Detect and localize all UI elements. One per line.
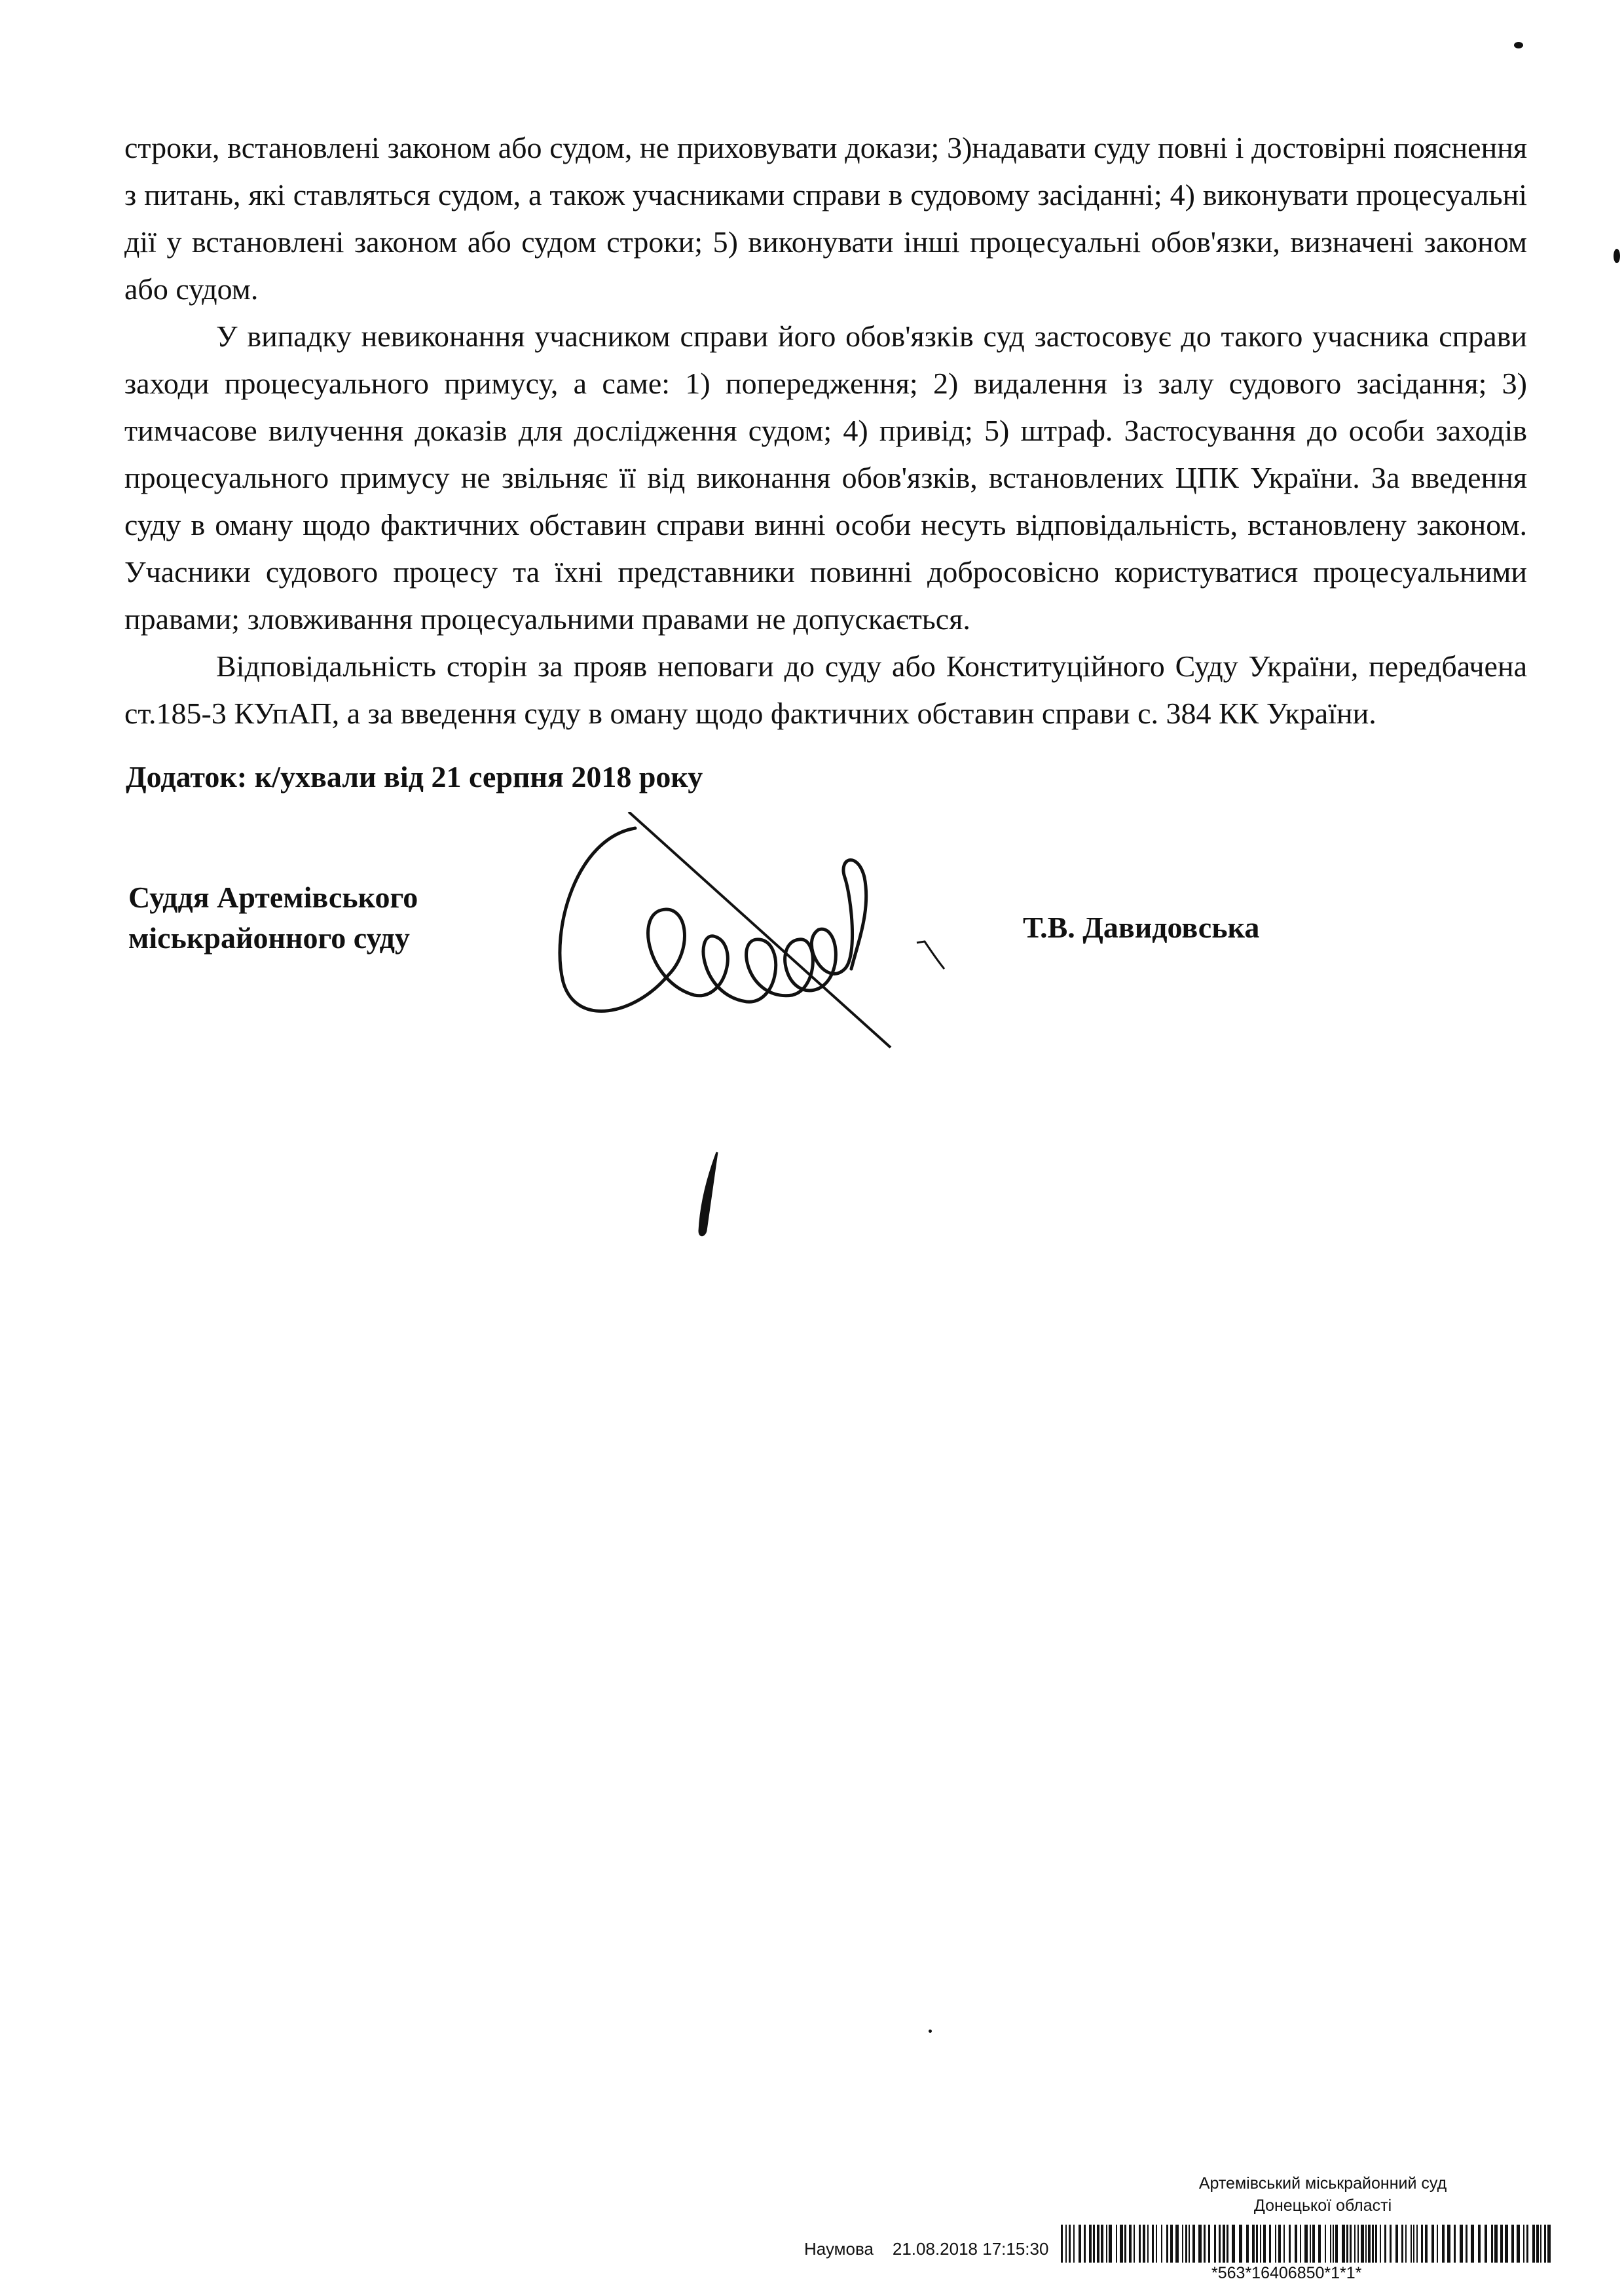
barcode-bar [1405, 2225, 1407, 2263]
barcode-bar [1425, 2225, 1428, 2263]
barcode-bar [1227, 2225, 1228, 2263]
barcode-bar [1500, 2225, 1503, 2263]
annex-line: Додаток: к/ухвали від 21 серпня 2018 року [126, 760, 703, 793]
barcode-bar [1106, 2225, 1107, 2263]
barcode-bar [1312, 2225, 1315, 2263]
barcode-bar [1185, 2225, 1187, 2263]
barcode-bar [1540, 2225, 1541, 2263]
paragraph-1: строки, встановлені законом або судом, не приховувати докази; 3)надавати суду повні і достовірні пояснення з питань, які ставляться судом, а також учасниками справи в судовому засіданні; 4) виконувати процесуальні дії у встановлені законом або судом строки; 5) виконувати інші процесуальні обов'язки, визначені законом або судом. [124, 131, 1527, 306]
footer-registration [804, 2239, 1048, 2259]
barcode-bar [1395, 2225, 1398, 2263]
barcode-bar [1260, 2225, 1261, 2263]
judge-title-line-1: Суддя Артемівського [128, 881, 418, 914]
barcode-bar [1384, 2225, 1386, 2263]
barcode-bar [1333, 2225, 1334, 2263]
barcode-bar [1079, 2225, 1081, 2263]
barcode-bar [1536, 2225, 1539, 2263]
barcode-bar [1532, 2225, 1535, 2263]
barcode-bar [1116, 2225, 1117, 2263]
barcode [1061, 2225, 1552, 2263]
barcode-bar [1089, 2225, 1092, 2263]
barcode-bar [1375, 2225, 1377, 2263]
barcode-bar [1232, 2225, 1235, 2263]
barcode-bar [1310, 2225, 1311, 2263]
barcode-bar [1239, 2225, 1242, 2263]
footer-datetime: 21.08.2018 17:15:30 [892, 2239, 1049, 2259]
barcode-bar [1156, 2225, 1157, 2263]
barcode-bar [1304, 2225, 1308, 2263]
judge-name: Т.В. Давидовська [1023, 911, 1260, 944]
barcode-bar [1485, 2225, 1487, 2263]
barcode-bar [1182, 2225, 1183, 2263]
footer-operator: Наумова [804, 2239, 874, 2259]
barcode-bar [1544, 2225, 1546, 2263]
barcode-bar [1139, 2225, 1141, 2263]
barcode-bar [1252, 2225, 1255, 2263]
barcode-bar [1129, 2225, 1132, 2263]
scan-speck [1614, 249, 1620, 263]
paragraph-2: У випадку невиконання учасником справи його обов'язків суд застосовує до такого учасника справи заходи процесуального примусу, а саме: 1) попередження; 2) видалення із залу судового засідання; 3) тимчасове вилучення доказів для дослідження судом; 4) привід; 5) штраф. Застосування до особи заходів процесуального примусу не звільняє її від виконання обов'язків, встановлених ЦПК України. За введення суду в оману щодо фактичних обставин справи винні особи несуть відповідальність, встановлену законом. Учасники судового процесу та їхні представники повинні добросовісно користуватися процесуальними правами; зловживання процесуальними правами не допускається. [124, 319, 1527, 636]
barcode-bar [1147, 2225, 1149, 2263]
barcode-bar [1325, 2225, 1326, 2263]
barcode-bar [1411, 2225, 1412, 2263]
barcode-bar [1161, 2225, 1162, 2263]
barcode-bar [1330, 2225, 1331, 2263]
barcode-bar [1219, 2225, 1221, 2263]
barcode-bar [1460, 2225, 1463, 2263]
barcode-bar [1170, 2225, 1173, 2263]
pen-mark [910, 930, 963, 982]
barcode-bar [1431, 2225, 1434, 2263]
barcode-bar [1437, 2225, 1438, 2263]
barcode-bar [1335, 2225, 1338, 2263]
barcode-bar [1278, 2225, 1281, 2263]
barcode-bar [1120, 2225, 1123, 2263]
barcode-bar [1097, 2225, 1099, 2263]
barcode-bar [1357, 2225, 1359, 2263]
judge-title-line-2: міськрайонного суду [128, 921, 410, 955]
barcode-bar [1175, 2225, 1179, 2263]
barcode-bar [1061, 2225, 1063, 2263]
barcode-bar [1189, 2225, 1190, 2263]
barcode-bar [1547, 2225, 1551, 2263]
barcode-bar [1471, 2225, 1474, 2263]
scan-speck [1514, 42, 1523, 48]
barcode-bar [1390, 2225, 1392, 2263]
barcode-bar [1275, 2225, 1276, 2263]
barcode-bar [1223, 2225, 1225, 2263]
barcode-bar [1342, 2225, 1345, 2263]
barcode-bar [1361, 2225, 1364, 2263]
barcode-bar [1365, 2225, 1367, 2263]
barcode-bar [1143, 2225, 1145, 2263]
barcode-bar [1354, 2225, 1356, 2263]
barcode-bar [1346, 2225, 1348, 2263]
barcode-bar [1208, 2225, 1210, 2263]
barcode-bar [1372, 2225, 1374, 2263]
barcode-bar [1511, 2225, 1514, 2263]
barcode-bar [1124, 2225, 1126, 2263]
barcode-bar [1517, 2225, 1520, 2263]
barcode-bar [1368, 2225, 1371, 2263]
barcode-bar [1413, 2225, 1414, 2263]
barcode-bar [1093, 2225, 1095, 2263]
judge-title [128, 877, 418, 958]
barcode-bar [1380, 2225, 1381, 2263]
scan-speck [929, 2030, 932, 2033]
barcode-bar [1269, 2225, 1271, 2263]
handwritten-signature [537, 812, 995, 1270]
barcode-bar [1192, 2225, 1195, 2263]
paragraph-3: Відповідальність сторін за прояв неповаги до суду або Конституційного Суду України, передбачена ст.185-3 КУпАП, а за введення суду в оману щодо фактичних обставин справи с. 384 КК України. [124, 649, 1527, 730]
barcode-bar [1246, 2225, 1249, 2263]
barcode-bar [1084, 2225, 1086, 2263]
barcode-bar [1256, 2225, 1258, 2263]
barcode-bar [1204, 2225, 1206, 2263]
barcode-number: *563*16406850*1*1* [1211, 2264, 1362, 2282]
barcode-bar [1214, 2225, 1216, 2263]
barcode-bar [1152, 2225, 1154, 2263]
barcode-bar [1478, 2225, 1481, 2263]
barcode-bar [1442, 2225, 1445, 2263]
footer-court-name: Артемівський міськрайонний суд [1198, 2174, 1447, 2193]
barcode-bar [1421, 2225, 1423, 2263]
barcode-bar [1454, 2225, 1456, 2263]
barcode-bar [1523, 2225, 1524, 2263]
barcode-bar [1101, 2225, 1103, 2263]
barcode-bar [1526, 2225, 1528, 2263]
footer-court-region: Донецької області [1253, 2196, 1392, 2215]
barcode-bar [1289, 2225, 1291, 2263]
barcode-bar [1350, 2225, 1352, 2263]
barcode-bar [1109, 2225, 1112, 2263]
barcode-bar [1166, 2225, 1168, 2263]
barcode-bar [1198, 2225, 1202, 2263]
barcode-bar [1073, 2225, 1075, 2263]
barcode-bar [1401, 2225, 1403, 2263]
footer-court [1166, 2172, 1480, 2217]
barcode-bar [1283, 2225, 1285, 2263]
barcode-bar [1295, 2225, 1297, 2263]
barcode-bar [1134, 2225, 1135, 2263]
barcode-bar [1069, 2225, 1071, 2263]
barcode-bar [1447, 2225, 1450, 2263]
barcode-bar [1505, 2225, 1508, 2263]
barcode-bar [1491, 2225, 1493, 2263]
barcode-bar [1494, 2225, 1498, 2263]
barcode-bar [1466, 2225, 1467, 2263]
barcode-bar [1318, 2225, 1321, 2263]
barcode-bar [1300, 2225, 1301, 2263]
barcode-bar [1263, 2225, 1266, 2263]
body-text [124, 124, 1527, 737]
barcode-bar [1065, 2225, 1067, 2263]
barcode-bar [1416, 2225, 1418, 2263]
